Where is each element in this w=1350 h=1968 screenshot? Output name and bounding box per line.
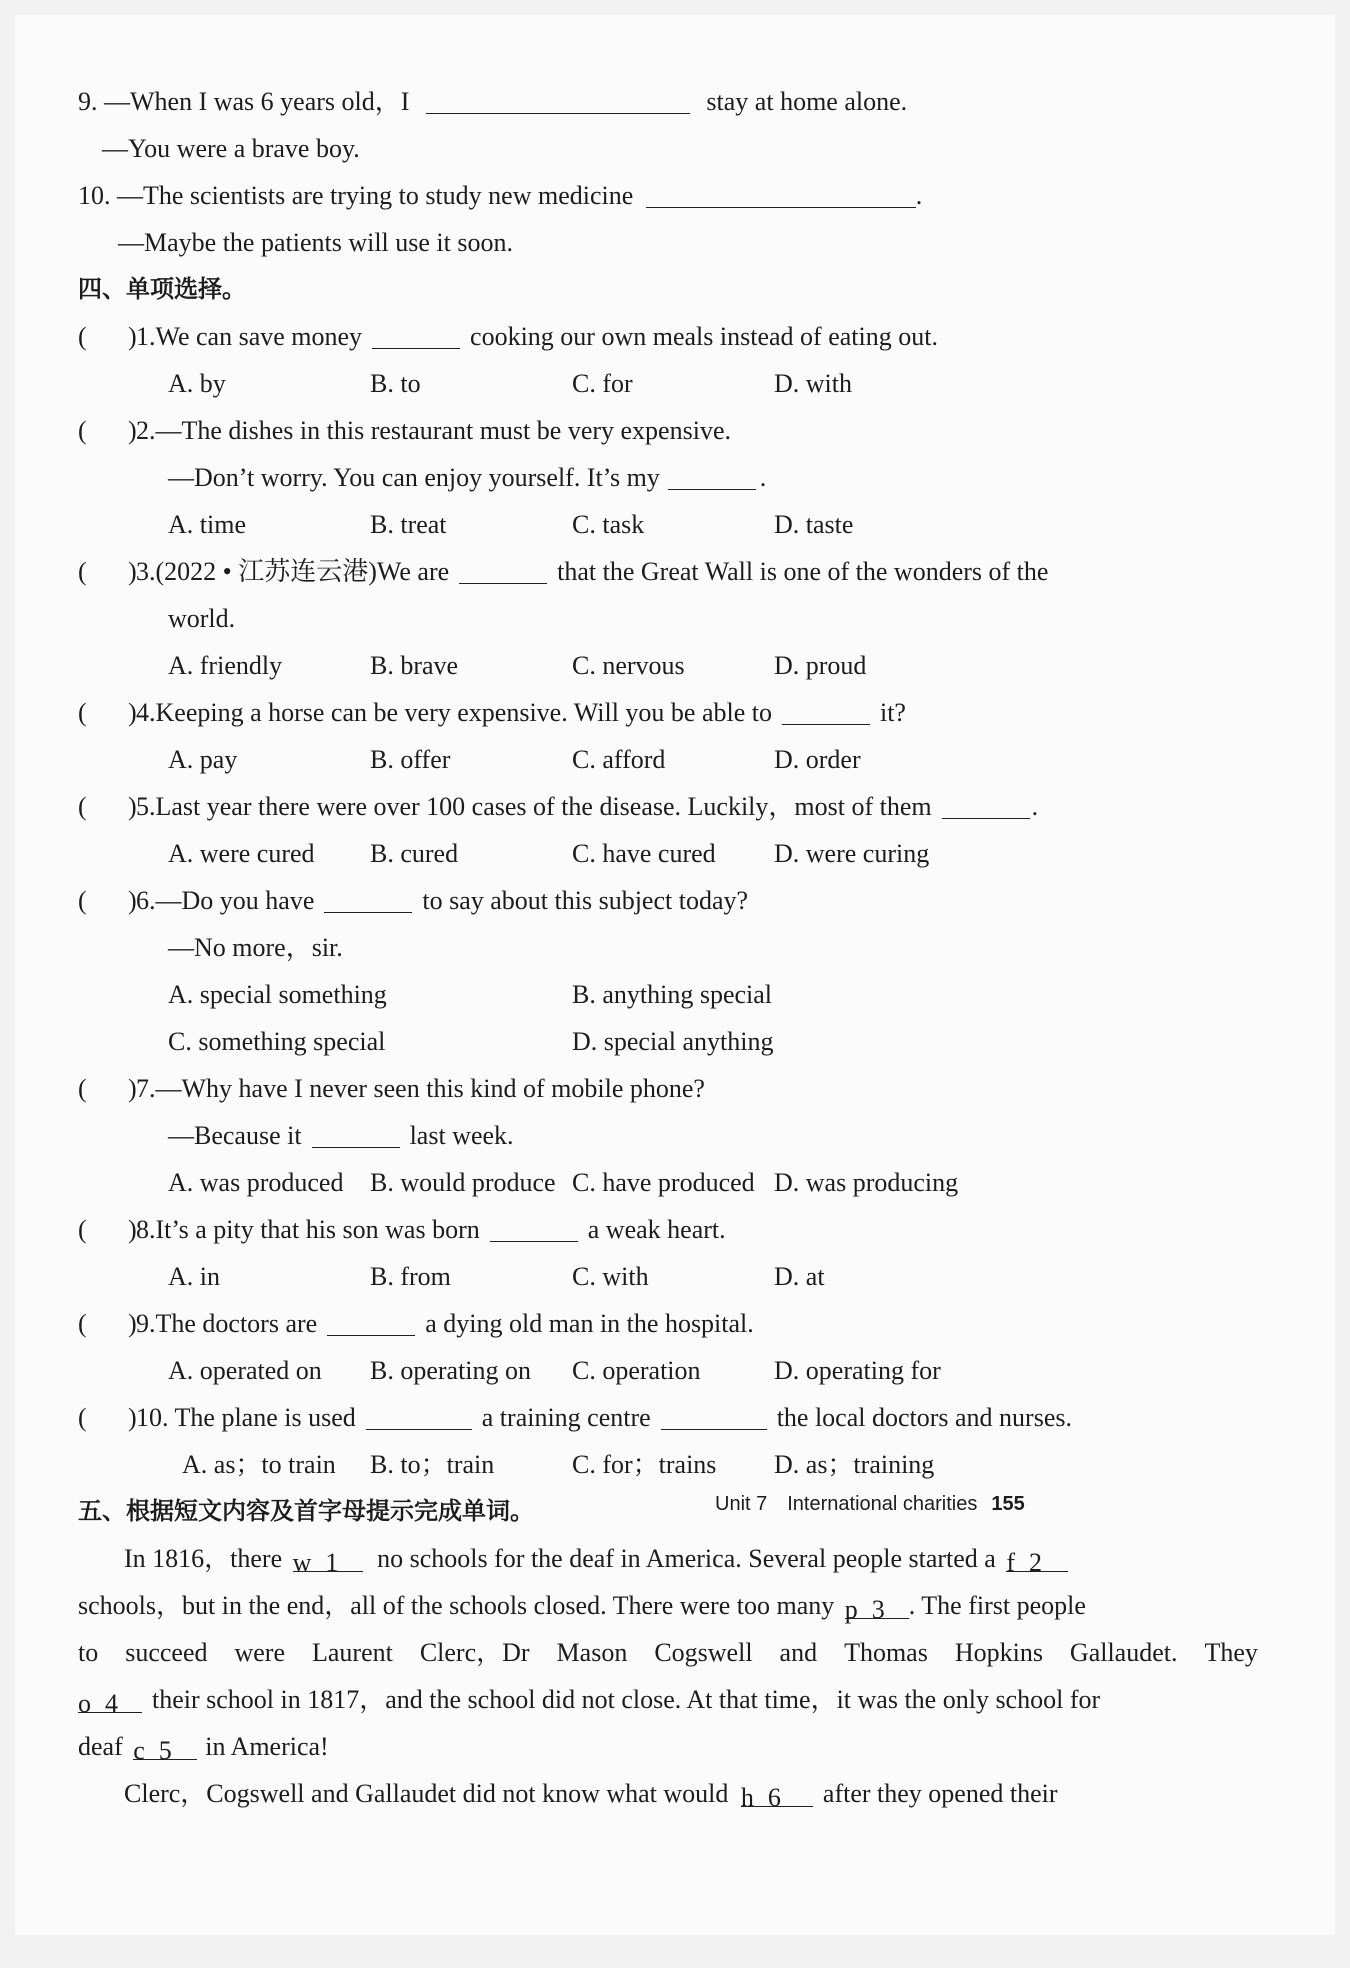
option-b[interactable]: B. brave <box>370 651 459 680</box>
mc-question-7 <box>78 1065 1258 1112</box>
option-d[interactable]: D. was producing <box>774 1168 959 1197</box>
question-text: a training centre <box>481 1403 651 1432</box>
option-d[interactable]: D. order <box>774 745 861 774</box>
passage-word: Gallaudet. <box>1069 1638 1178 1667</box>
question-text: to say about this subject today? <box>422 886 749 915</box>
options-row <box>78 642 1258 689</box>
answer-paren-open[interactable]: ( <box>78 1215 87 1244</box>
question-text: —Because it <box>168 1121 302 1150</box>
question-text: a weak heart. <box>587 1215 726 1244</box>
answer-blank[interactable] <box>490 1211 578 1242</box>
options-row <box>78 830 1258 877</box>
blank-number: 4 <box>105 1689 118 1718</box>
option-d[interactable]: D. special anything <box>572 1027 774 1056</box>
page-footer <box>715 1493 1025 1516</box>
question-text: —You were a brave boy. <box>102 134 360 163</box>
hint-letter: o <box>78 1689 91 1718</box>
passage-line-3 <box>78 1629 1258 1676</box>
answer-paren-open[interactable]: ( <box>78 1309 87 1338</box>
passage-word: Thomas <box>844 1638 928 1667</box>
question-text: We can save money <box>155 322 363 351</box>
answer-paren-open[interactable]: ( <box>78 886 87 915</box>
option-d[interactable]: D. proud <box>774 651 867 680</box>
footer-title: International charities <box>787 1493 978 1515</box>
option-c[interactable]: C. task <box>572 510 645 539</box>
options-row <box>78 1018 1258 1065</box>
option-b[interactable]: B. to；train <box>370 1450 495 1479</box>
passage-text: schools，but in the end，all of the schools closed. There were too many <box>78 1591 835 1620</box>
hint-letter: h <box>740 1783 754 1812</box>
question-text: (2022 • 江苏连云港)We are <box>155 557 450 586</box>
hint-blank-5[interactable] <box>133 1727 197 1765</box>
question-number: 4. <box>136 698 156 727</box>
option-b[interactable]: B. cured <box>370 839 459 868</box>
mc-question-10 <box>78 1394 1258 1441</box>
passage-text: deaf <box>78 1732 123 1761</box>
question-text: cooking our own meals instead of eating out. <box>470 322 938 351</box>
page-number: 155 <box>991 1493 1025 1515</box>
question-text: —Don’t worry. You can enjoy yourself. It’s my <box>168 463 660 492</box>
question-text: —Maybe the patients will use it soon. <box>118 228 514 257</box>
question-number: 8. <box>136 1215 156 1244</box>
question-text: Keeping a horse can be very expensive. Will you be able to <box>155 698 772 727</box>
question-text: The plane is used <box>174 1403 356 1432</box>
options-row <box>78 360 1258 407</box>
mc-question-6-line2 <box>78 924 1258 971</box>
option-a[interactable]: A. was produced <box>168 1168 344 1197</box>
question-text: —The dishes in this restaurant must be very expensive. <box>155 416 731 445</box>
mc-question-1 <box>78 313 1258 360</box>
mc-question-6 <box>78 877 1258 924</box>
question-text: 9. —When I was 6 years old，I <box>78 87 410 116</box>
options-row <box>78 736 1258 783</box>
option-d[interactable]: D. operating for <box>774 1356 941 1385</box>
answer-paren-close: ) <box>128 1215 137 1244</box>
option-c[interactable]: C. have cured <box>572 839 716 868</box>
options-row <box>78 501 1258 548</box>
worksheet-content <box>78 78 1258 1817</box>
answer-paren-close: ) <box>128 792 137 821</box>
worksheet-page <box>15 15 1335 1935</box>
answer-paren-close: ) <box>128 1309 137 1338</box>
question-text: The doctors are <box>155 1309 318 1338</box>
option-c[interactable]: C. have produced <box>572 1168 755 1197</box>
question-number: 10. <box>136 1403 169 1432</box>
question-text: the local doctors and nurses. <box>776 1403 1072 1432</box>
hint-letter: p <box>844 1595 858 1624</box>
blank-number: 5 <box>158 1736 172 1765</box>
answer-blank[interactable] <box>646 177 916 208</box>
option-a[interactable]: A. in <box>168 1262 220 1291</box>
question-number: 3. <box>136 557 156 586</box>
question-text: —Why have I never seen this kind of mobile phone? <box>155 1074 705 1103</box>
hint-blank-6[interactable] <box>740 1774 813 1812</box>
answer-paren-close: ) <box>128 557 137 586</box>
hint-blank-4[interactable] <box>78 1680 142 1718</box>
passage-text: In 1816，there <box>124 1544 283 1573</box>
question-text: 10. —The scientists are trying to study new medicine <box>78 181 634 210</box>
passage-word: to <box>78 1638 99 1667</box>
option-d[interactable]: D. with <box>774 369 852 398</box>
option-a[interactable]: A. as；to train <box>182 1450 336 1479</box>
answer-blank[interactable] <box>372 318 460 349</box>
answer-paren-close: ) <box>128 322 137 351</box>
answer-paren-open[interactable]: ( <box>78 792 87 821</box>
passage-text: . The first people <box>908 1591 1086 1620</box>
answer-blank[interactable] <box>668 459 756 490</box>
section-heading-4: 四、单项选择。 <box>78 275 246 303</box>
passage-line-1 <box>78 1535 1258 1582</box>
answer-paren-close: ) <box>128 698 137 727</box>
options-row <box>78 1441 1258 1488</box>
options-row <box>78 1159 1258 1206</box>
options-row <box>78 1347 1258 1394</box>
answer-paren-open[interactable]: ( <box>78 1074 87 1103</box>
passage-text: their school in 1817，and the school did not close. At that time，it was the only school for <box>152 1685 1101 1714</box>
passage-word: Hopkins <box>954 1638 1043 1667</box>
option-b[interactable]: B. anything special <box>572 980 773 1009</box>
answer-blank[interactable] <box>324 882 412 913</box>
option-b[interactable]: B. would produce <box>370 1168 556 1197</box>
passage-line-2 <box>78 1582 1258 1629</box>
option-c[interactable]: C. something special <box>168 1027 386 1056</box>
options-row <box>78 971 1258 1018</box>
passage-text: Clerc，Cogswell and Gallaudet did not know what would <box>124 1779 729 1808</box>
mc-question-9 <box>78 1300 1258 1347</box>
option-a[interactable]: A. by <box>168 369 226 398</box>
mc-question-4 <box>78 689 1258 736</box>
option-c[interactable]: C. nervous <box>572 651 685 680</box>
question-number: 5. <box>136 792 156 821</box>
option-c[interactable]: C. operation <box>572 1356 701 1385</box>
hint-blank-1[interactable] <box>292 1539 363 1577</box>
hint-letter: f <box>1006 1548 1016 1577</box>
answer-blank[interactable] <box>661 1399 767 1430</box>
passage-line-5 <box>78 1723 1258 1770</box>
answer-blank[interactable] <box>426 83 690 114</box>
option-c[interactable]: C. afford <box>572 745 666 774</box>
option-b[interactable]: B. to <box>370 369 421 398</box>
hint-blank-3[interactable] <box>844 1586 909 1624</box>
passage-word: Mason <box>556 1638 628 1667</box>
passage-text: in America! <box>205 1732 329 1761</box>
answer-paren-open[interactable]: ( <box>78 416 87 445</box>
fill-question-10 <box>78 172 1258 219</box>
blank-number: 2 <box>1029 1548 1043 1577</box>
passage-word: succeed <box>125 1638 208 1667</box>
section-heading-5: 五、根据短文内容及首字母提示完成单词。 <box>78 1497 534 1525</box>
question-number: 9. <box>136 1309 156 1338</box>
question-text: —Do you have <box>155 886 315 915</box>
option-a[interactable]: A. operated on <box>168 1356 322 1385</box>
question-number: 7. <box>136 1074 156 1103</box>
question-text: last week. <box>409 1121 514 1150</box>
passage-word: Cogswell <box>654 1638 753 1667</box>
answer-paren-close: ) <box>128 1403 137 1432</box>
question-text: . <box>915 181 923 210</box>
passage-word: were <box>234 1638 285 1667</box>
option-d[interactable]: D. at <box>774 1262 825 1291</box>
passage-word: Laurent <box>311 1638 393 1667</box>
mc-question-2-line2 <box>78 454 1258 501</box>
footer-unit: Unit 7 <box>715 1493 768 1515</box>
passage-line-6 <box>78 1770 1258 1817</box>
answer-paren-open[interactable]: ( <box>78 698 87 727</box>
option-a[interactable]: A. special something <box>168 980 387 1009</box>
option-b[interactable]: B. offer <box>370 745 451 774</box>
fill-question-9-reply <box>78 125 1258 172</box>
passage-text: after they opened their <box>822 1779 1058 1808</box>
option-a[interactable]: A. pay <box>168 745 238 774</box>
answer-blank[interactable] <box>942 788 1030 819</box>
option-d[interactable]: D. were curing <box>774 839 930 868</box>
option-b[interactable]: B. treat <box>370 510 447 539</box>
question-text: . <box>759 463 767 492</box>
hint-letter: w <box>292 1548 312 1577</box>
answer-paren-close: ) <box>128 886 137 915</box>
passage-word: Clerc，Dr <box>419 1638 530 1667</box>
fill-question-10-reply <box>78 219 1258 266</box>
answer-blank[interactable] <box>312 1117 400 1148</box>
blank-number: 3 <box>871 1595 885 1624</box>
question-text: stay at home alone. <box>706 87 908 116</box>
question-number: 6. <box>136 886 156 915</box>
passage-line-4 <box>78 1676 1258 1723</box>
question-text: It’s a pity that his son was born <box>155 1215 480 1244</box>
hint-blank-2[interactable] <box>1006 1539 1068 1577</box>
mc-question-8 <box>78 1206 1258 1253</box>
question-text: world. <box>168 604 236 633</box>
option-b[interactable]: B. from <box>370 1262 451 1291</box>
blank-number: 1 <box>325 1548 339 1577</box>
question-number: 2. <box>136 416 156 445</box>
option-a[interactable]: A. time <box>168 510 246 539</box>
question-text: —No more，sir. <box>168 933 343 962</box>
question-text: a dying old man in the hospital. <box>425 1309 754 1338</box>
blank-number: 6 <box>767 1783 781 1812</box>
mc-question-3 <box>78 548 1258 595</box>
answer-paren-open[interactable]: ( <box>78 1403 87 1432</box>
option-c[interactable]: C. for；trains <box>572 1450 717 1479</box>
option-c[interactable]: C. with <box>572 1262 649 1291</box>
answer-paren-close: ) <box>128 1074 137 1103</box>
question-text: Last year there were over 100 cases of the disease. Luckily，most of them <box>155 792 932 821</box>
fill-question-9 <box>78 78 1258 125</box>
answer-paren-open[interactable]: ( <box>78 322 87 351</box>
answer-blank[interactable] <box>459 553 547 584</box>
passage-text: no schools for the deaf in America. Several people started a <box>377 1544 996 1573</box>
passage-word: and <box>779 1638 818 1667</box>
question-text: that the Great Wall is one of the wonders of the <box>557 557 1049 586</box>
answer-paren-open[interactable]: ( <box>78 557 87 586</box>
answer-blank[interactable] <box>327 1305 415 1336</box>
mc-question-5 <box>78 783 1258 830</box>
question-text: . <box>1031 792 1039 821</box>
question-text: it? <box>879 698 906 727</box>
hint-letter: c <box>133 1736 145 1765</box>
options-row <box>78 1253 1258 1300</box>
option-a[interactable]: A. friendly <box>168 651 283 680</box>
answer-paren-close: ) <box>128 416 137 445</box>
option-d[interactable]: D. taste <box>774 510 854 539</box>
option-c[interactable]: C. for <box>572 369 633 398</box>
answer-blank[interactable] <box>366 1399 472 1430</box>
mc-question-2 <box>78 407 1258 454</box>
answer-blank[interactable] <box>782 694 870 725</box>
passage-word: They <box>1204 1638 1258 1667</box>
mc-question-7-line2 <box>78 1112 1258 1159</box>
question-number: 1. <box>136 322 156 351</box>
option-d[interactable]: D. as；training <box>774 1450 935 1479</box>
option-b[interactable]: B. operating on <box>370 1356 532 1385</box>
mc-question-3-line2 <box>78 595 1258 642</box>
option-a[interactable]: A. were cured <box>168 839 315 868</box>
